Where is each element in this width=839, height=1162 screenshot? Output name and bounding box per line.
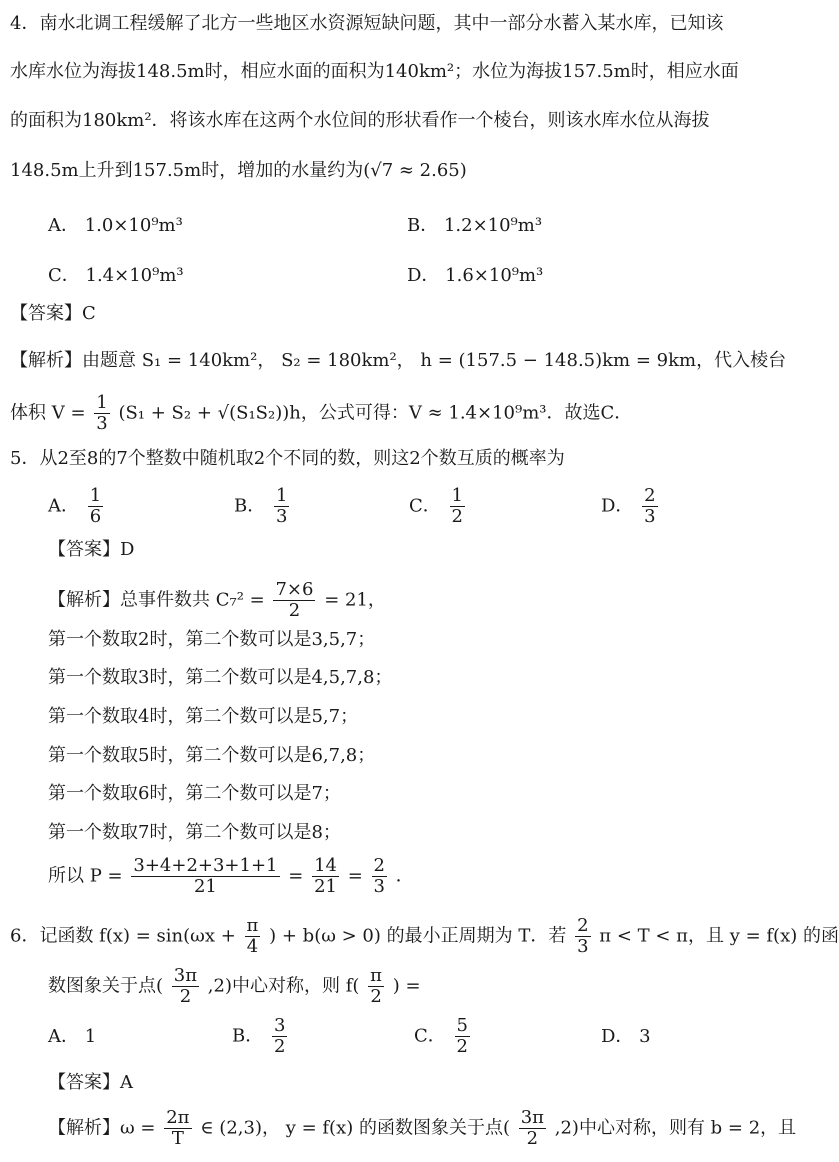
q5-case-line: 第一个数取5时，第二个数可以是6,7,8；	[48, 745, 376, 766]
q4-option-c: C． 1.4×10⁹m³	[48, 265, 184, 286]
q4-stem-line2: 水库水位为海拔148.5m时，相应水面的面积为140km²；水位为海拔157.5m时，相应水面	[10, 61, 739, 82]
option-fraction	[455, 1016, 470, 1057]
fraction-denominator: 21	[314, 876, 337, 897]
q6-stem2-prefix: 数图象关于点(	[48, 975, 164, 997]
fraction-denominator: 2	[370, 986, 382, 1007]
fraction-denominator: 2	[451, 506, 463, 527]
fraction-numerator: 1	[451, 485, 463, 506]
q4-stem-line1: 4．南水北调工程缓解了北方一些地区水资源短缺问题，其中一部分水蓄入某水库，已知该	[10, 13, 724, 34]
fraction-numerator: 2	[577, 915, 589, 936]
fraction-denominator: T	[171, 1128, 184, 1149]
fraction-denominator: 3	[373, 876, 385, 897]
q5-case-line: 第一个数取6时，第二个数可以是7；	[48, 783, 341, 804]
period: ．	[395, 865, 414, 887]
fraction-numerator: 1	[89, 485, 102, 506]
fraction-denominator: 2	[179, 986, 192, 1007]
fraction-denominator: 3	[577, 936, 589, 957]
option-fraction	[274, 486, 289, 527]
q4-option-a: A． 1.0×10⁹m³	[48, 215, 183, 236]
fraction-denominator: 2	[288, 600, 301, 621]
fraction-numerator: 2	[373, 855, 385, 876]
fraction-numerator: π	[246, 915, 259, 936]
q4-solution-volume-prefix: 体积 V =	[10, 402, 86, 424]
q4-solution-line1: 【解析】由题意 S₁ = 140km²， S₂ = 180km²， h = (157.5 − 148.5)km = 9km，代入棱台	[10, 350, 787, 371]
q6-answer: 【答案】A	[48, 1072, 133, 1093]
q5-option-d	[601, 486, 661, 527]
q6-option-b	[232, 1016, 290, 1057]
q4-answer: 【答案】C	[10, 303, 96, 324]
q4-stem-line3: 的面积为180km²．将该水库在这两个水位间的形状看作一个棱台，则该水库水位从海拔	[10, 110, 710, 131]
q4-solution-volume-formula: (S₁ + S₂ + √(S₁S₂))h，公式可得：V ≈ 1.4×10⁹m³．故选C．	[118, 402, 633, 424]
q4-solution-one-third-fraction	[94, 393, 109, 434]
equals-sign: =	[347, 865, 363, 887]
fraction-numerator: 3π	[173, 965, 198, 986]
q6-stem-middle: ) + b(ω > 0) 的最小正周期为 T．若	[269, 925, 567, 947]
q5-case-line: 第一个数取3时，第二个数可以是4,5,7,8；	[48, 667, 393, 688]
fraction-numerator: 3+4+2+3+1+1	[133, 855, 278, 876]
fraction-numerator: 1	[275, 485, 288, 506]
fraction-denominator: 6	[89, 506, 102, 527]
q5-probability-fraction-1	[131, 856, 279, 897]
fraction-denominator: 3	[275, 506, 288, 527]
q6-stem-line2	[48, 966, 421, 1007]
q5-option-b	[234, 486, 292, 527]
q6-option-a: A． 1	[48, 1026, 97, 1047]
option-fraction	[88, 486, 103, 527]
fraction-denominator: 2	[456, 1036, 468, 1057]
q6-stem2-fraction-3pi-2	[172, 966, 199, 1007]
q5-case-line: 第一个数取4时，第二个数可以是5,7；	[48, 706, 359, 727]
option-label: B．	[234, 495, 266, 517]
q4-solution-line2	[10, 393, 632, 434]
option-label: A．	[48, 495, 79, 517]
fraction-numerator: 3π	[520, 1107, 545, 1128]
q6-solution-suffix: ,2)中心对称，则有 b = 2，且	[554, 1117, 797, 1139]
fraction-denominator: 4	[246, 936, 259, 957]
q6-stem2-middle: ,2)中心对称，则 f(	[207, 975, 360, 997]
q6-solution-fraction-3pi-2	[519, 1108, 546, 1149]
q5-case-line: 第一个数取2时，第二个数可以是3,5,7；	[48, 629, 376, 650]
q6-stem-suffix: π < T < π，且 y = f(x) 的函	[599, 925, 839, 947]
option-label: C．	[414, 1025, 446, 1047]
fraction-numerator: 2	[644, 485, 656, 506]
option-fraction	[272, 1016, 287, 1057]
q5-solution-line1	[48, 580, 386, 621]
option-fraction	[642, 486, 657, 527]
fraction-denominator: 3	[644, 506, 656, 527]
fraction-denominator: 3	[96, 413, 108, 434]
q6-solution-fraction-2pi-T	[164, 1108, 191, 1149]
q4-option-b: B． 1.2×10⁹m³	[407, 215, 543, 236]
q6-option-c	[414, 1016, 473, 1057]
fraction-numerator: 7×6	[275, 579, 314, 600]
q6-stem-fraction-2-3	[575, 916, 590, 957]
q5-option-c	[409, 486, 468, 527]
q6-solution-middle: ∈ (2,3)， y = f(x) 的函数图象关于点(	[200, 1117, 510, 1139]
q6-solution-prefix: 【解析】ω =	[48, 1117, 156, 1139]
fraction-denominator: 21	[193, 876, 217, 897]
q5-probability-fraction-2	[312, 856, 339, 897]
q4-option-d: D． 1.6×10⁹m³	[407, 265, 544, 286]
q5-solution-result: = 21，	[324, 589, 386, 611]
fraction-denominator: 2	[526, 1128, 539, 1149]
q5-probability-line	[48, 856, 414, 897]
fraction-numerator: 2π	[166, 1107, 190, 1128]
q5-stem: 5．从2至8的7个整数中随机取2个不同的数，则这2个数互质的概率为	[10, 448, 565, 469]
q4-stem-line4: 148.5m上升到157.5m时，增加的水量约为(√7 ≈ 2.65)	[10, 160, 467, 181]
q5-option-a	[48, 486, 106, 527]
q6-stem2-fraction-pi-2	[368, 966, 384, 1007]
fraction-denominator: 2	[273, 1036, 286, 1057]
fraction-numerator: 5	[456, 1015, 468, 1036]
q5-solution-prefix: 【解析】总事件数共 C₇² =	[48, 589, 265, 611]
option-label: C．	[409, 495, 441, 517]
fraction-numerator: 1	[96, 392, 108, 413]
q5-answer: 【答案】D	[48, 539, 135, 560]
option-label: D．	[601, 495, 634, 517]
option-label: B．	[232, 1025, 264, 1047]
q6-stem-fraction-pi-4	[245, 916, 261, 957]
option-fraction	[450, 486, 465, 527]
q6-solution-line1	[48, 1108, 796, 1149]
fraction-numerator: π	[370, 965, 382, 986]
equals-sign: =	[288, 865, 304, 887]
q5-probability-fraction-3	[372, 856, 387, 897]
q6-stem2-suffix: ) =	[392, 975, 421, 997]
fraction-numerator: 3	[273, 1015, 286, 1036]
q5-probability-prefix: 所以 P =	[48, 865, 123, 887]
q5-case-line: 第一个数取7时，第二个数可以是8；	[48, 822, 341, 843]
q5-solution-fraction	[273, 580, 315, 621]
fraction-numerator: 14	[314, 855, 337, 876]
q6-stem-prefix: 6．记函数 f(x) = sin(ωx +	[10, 925, 236, 947]
q6-stem-line1	[10, 916, 839, 957]
q6-option-d: D． 3	[601, 1026, 651, 1047]
